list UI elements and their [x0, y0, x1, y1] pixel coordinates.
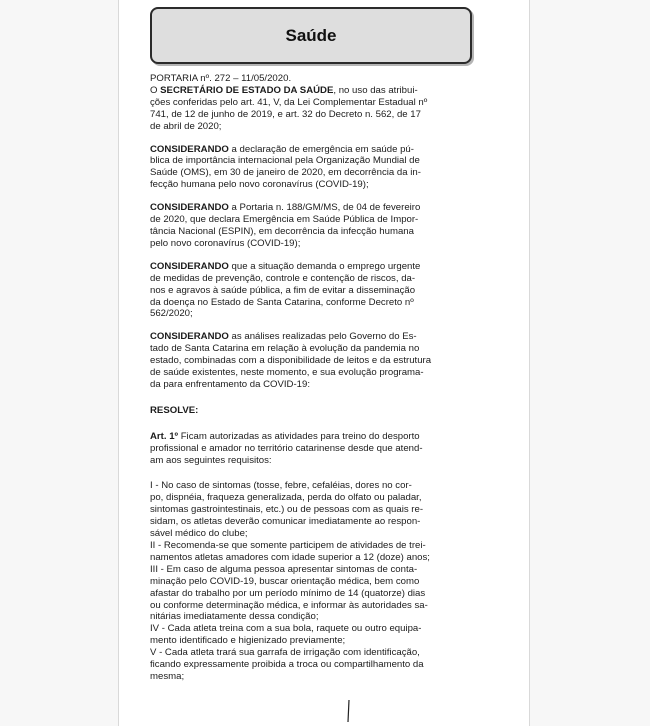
list-item: afastar do trabalho por um período mínimo de 14 (quatorze) dias — [150, 587, 426, 599]
list-item: ou conforme determinação médica, e informar às autoridades sa- — [150, 599, 428, 611]
portaria-line: ções conferidas pelo art. 41, V, da Lei Complementar Estadual nº — [150, 96, 428, 108]
document-body — [150, 73, 456, 683]
list-item: II - Recomenda-se que somente participem de atividades de trei- — [150, 540, 426, 551]
list-item: minação pelo COVID-19, buscar orientação médica, bem como — [150, 575, 420, 587]
article-label: Art. 1º — [150, 430, 179, 442]
list-item: IV - Cada atleta treina com a sua bola, raquete ou outro equipa- — [150, 623, 422, 635]
list-item: mento identificado e higienizado previamente; — [150, 635, 346, 647]
considerando-1: CONSIDERANDO a declaração de emergência em saúde pú- blica de importância internacional pela Organização Mundial de Saúde (OMS), em 30 de janeiro de 2020, em decorrência da in- fecção humana pelo novo coronavírus (COVID-19); — [150, 143, 421, 191]
considerando-label: CONSIDERANDO — [150, 331, 229, 343]
portaria-line: 741, de 12 de junho de 2019, e art. 32 do Decreto n. 562, de 17 — [150, 108, 421, 120]
section-title: Saúde — [285, 25, 337, 45]
list-item: sável médico do clube; — [150, 528, 248, 540]
portaria-block — [150, 73, 456, 133]
list-item: nitárias imediatamente dessa condição; — [150, 611, 319, 623]
resolve-heading: RESOLVE: — [150, 404, 199, 416]
list-item: ficando expressamente proibida a troca ou compartilhamento da — [150, 659, 424, 671]
section-header — [150, 7, 472, 64]
considerando-4: CONSIDERANDO as análises realizadas pelo Governo do Es- tado de Santa Catarina em relação à evolução da pandemia no estado, combinadas com a disponibilidade de leitos e da estrutura de saúde existentes, neste momento, e sua evolução programa- da para enfrentamento da COVID-19: — [150, 331, 432, 390]
list-item: I - No caso de sintomas (tosse, febre, cefaléias, dores no cor- — [150, 480, 412, 492]
portaria-line: PORTARIA nº. 272 – 11/05/2020. — [150, 73, 292, 84]
portaria-line: O SECRETÁRIO DE ESTADO DA SAÚDE, no uso das atribui- — [150, 84, 418, 96]
list-item: mesma; — [150, 670, 185, 682]
considerando-label: CONSIDERANDO — [150, 143, 229, 155]
article-1: Art. 1º Ficam autorizadas as atividades para treino do desporto profissional e amador no território catarinense desde que atend- am aos seguintes requisitos: — [150, 430, 423, 466]
pen-mark — [347, 700, 350, 722]
list-item: sidam, os atletas deverão comunicar imediatamente ao respon- — [150, 516, 421, 528]
list-item: sintomas gastrointestinais, etc.) ou de pessoas com as quais re- — [150, 504, 424, 516]
considerando-3: CONSIDERANDO que a situação demanda o emprego urgente de medidas de prevenção, controle e contenção de riscos, da- nos e agravos à saúde pública, a fim de evitar a disseminação da doença no Estado de Santa Catarina, conforme Decreto nº 562/2020; — [150, 260, 421, 320]
list-item: po, dispnéia, fraqueza generalizada, perda do olfato ou paladar, — [150, 492, 422, 504]
portaria-line: de abril de 2020; — [150, 120, 222, 132]
considerando-label: CONSIDERANDO — [150, 202, 229, 214]
considerando-2: CONSIDERANDO a Portaria n. 188/GM/MS, de 04 de fevereiro de 2020, que declara Emergência em Saúde Pública de Impor- tância Nacional (ESPIN), em decorrência da infecção humana pelo novo coronavírus (COVID-19); — [150, 202, 421, 249]
secretary-title: SECRETÁRIO DE ESTADO DA SAÚDE — [160, 84, 334, 96]
considerando-label: CONSIDERANDO — [150, 260, 229, 272]
list-item: namentos atletas amadores com idade superior a 12 (doze) anos; — [150, 551, 430, 563]
list-item: III - Em caso de alguma pessoa apresentar sintomas de conta- — [150, 563, 418, 575]
list-item: V - Cada atleta trará sua garrafa de irrigação com identificação, — [150, 647, 420, 659]
requirements-list — [150, 480, 456, 682]
